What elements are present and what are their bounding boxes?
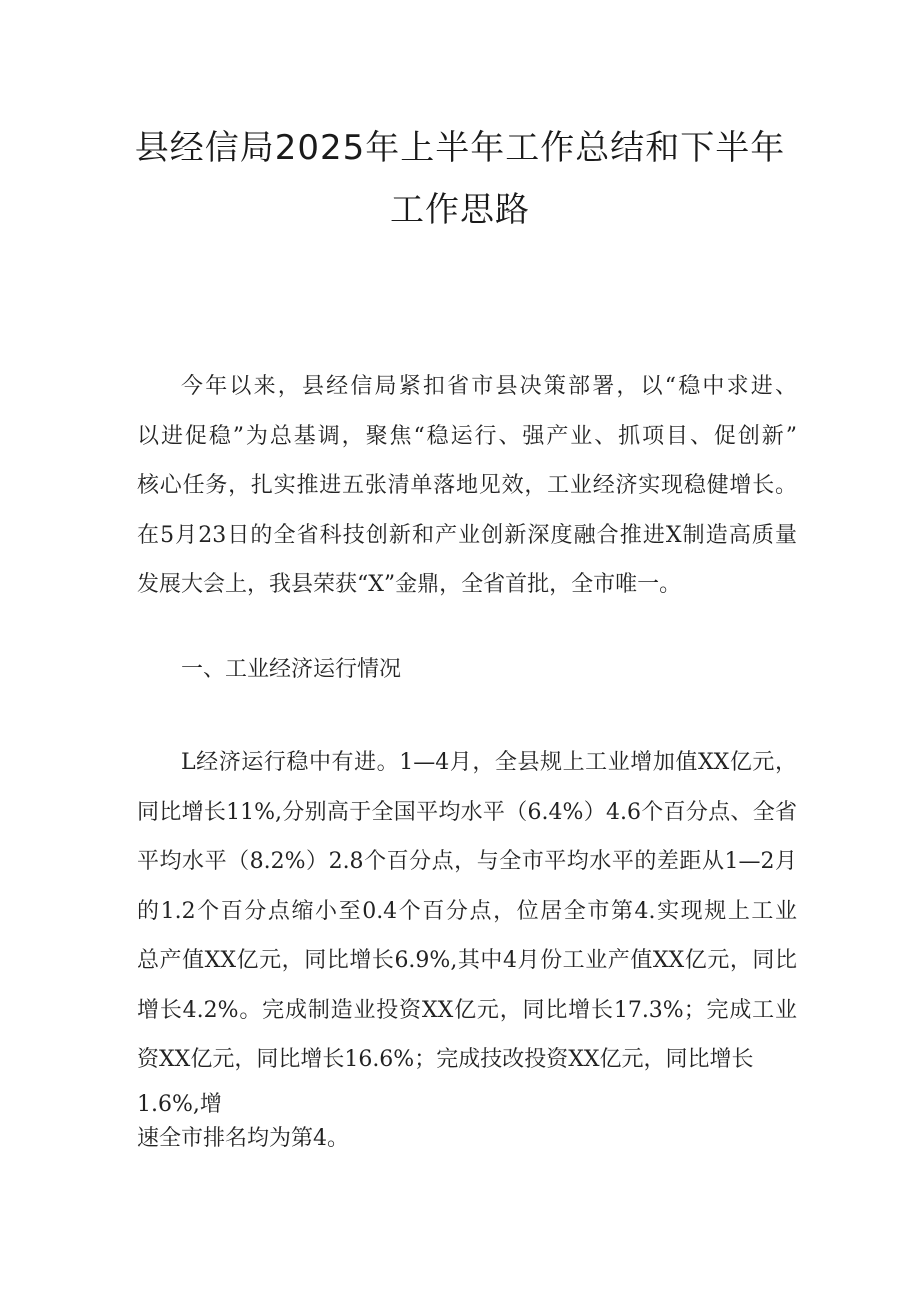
- economy-line: 总产值XX亿元，同比增长6.9%,其中4月份工业产值XX亿元，同比: [137, 948, 797, 973]
- intro-line: 今年以来，县经信局紧扣省市县决策部署，以“稳中求进、: [181, 374, 797, 399]
- document-title-line-1: 县经信局2025年上半年工作总结和下半年: [134, 128, 786, 168]
- intro-line: 发展大会上，我县荣获“X”金鼎，全省首批，全市唯一。: [137, 572, 682, 597]
- intro-line: 在5月23日的全省科技创新和产业创新深度融合推进X制造高质量: [137, 522, 797, 548]
- economy-line: 的1.2个百分点缩小至0.4个百分点，位居全市第4.实现规上工业: [137, 898, 797, 924]
- economy-tail-line-1: 1.6%,增: [137, 1092, 222, 1117]
- economy-line: 同比增长11%,分别高于全国平均水平（6.4%）4.6个百分点、全省: [137, 799, 797, 825]
- intro-line: 核心任务，扎实推进五张清单落地见效，工业经济实现稳健增长。: [137, 473, 797, 498]
- economy-tail-line-2: 速全市排名均为第4。: [137, 1126, 349, 1151]
- economy-line: 资XX亿元，同比增长16.6%；完成技改投资XX亿元，同比增长: [137, 1047, 754, 1072]
- economy-paragraph: [137, 738, 797, 1085]
- economy-line: L经济运行稳中有进。1—4月，全县规上工业增加值XX亿元，: [181, 750, 797, 775]
- economy-line: 平均水平（8.2%）2.8个百分点，与全市平均水平的差距从1—2月: [137, 849, 797, 874]
- intro-paragraph: [137, 362, 797, 610]
- document-title-line-2: 工作思路: [390, 190, 530, 230]
- intro-line: 以进促稳”为总基调，聚焦“稳运行、强产业、抓项目、促创新”: [137, 423, 797, 449]
- economy-line: 增长4.2%。完成制造业投资XX亿元，同比增长17.3%；完成工业: [137, 997, 797, 1023]
- section-heading-industrial-economy: 一、工业经济运行情况: [181, 657, 402, 682]
